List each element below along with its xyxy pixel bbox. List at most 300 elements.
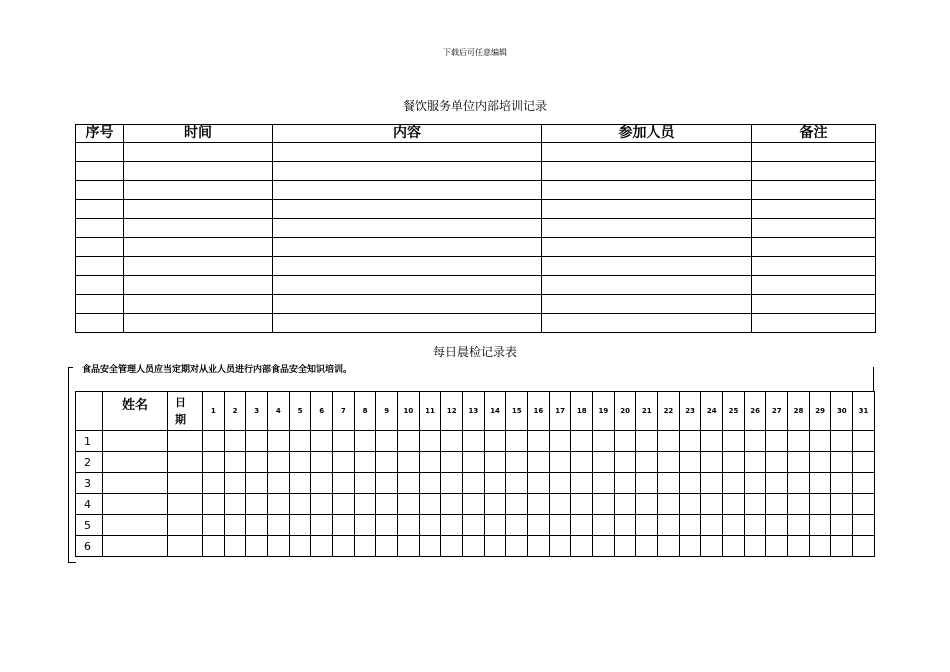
inspection-cell[interactable]: [831, 515, 853, 536]
day-header: 6: [311, 392, 333, 431]
inspection-row: [76, 473, 875, 494]
inspection-cell[interactable]: [289, 536, 311, 557]
inspection-cell[interactable]: [289, 452, 311, 473]
inspection-cell[interactable]: [809, 536, 831, 557]
day-header: 14: [484, 392, 506, 431]
table-cell[interactable]: [124, 276, 273, 295]
inspection-cell[interactable]: [528, 452, 550, 473]
inspection-cell[interactable]: [549, 452, 571, 473]
inspection-header-row: [76, 392, 875, 431]
frame-line: [68, 367, 73, 368]
inspection-cell[interactable]: [636, 452, 658, 473]
inspection-cell[interactable]: [679, 431, 701, 452]
column-header-time: 时间: [124, 125, 273, 143]
inspection-cell[interactable]: [809, 494, 831, 515]
day-header: 16: [528, 392, 550, 431]
inspection-cell[interactable]: [723, 431, 745, 452]
inspection-cell[interactable]: [744, 452, 766, 473]
day-header: 20: [614, 392, 636, 431]
inspection-cell[interactable]: [268, 494, 290, 515]
inspection-cell[interactable]: [441, 431, 463, 452]
inspection-cell[interactable]: [441, 473, 463, 494]
inspection-cell[interactable]: [744, 515, 766, 536]
inspection-cell[interactable]: [766, 452, 788, 473]
inspection-cell[interactable]: [766, 431, 788, 452]
table-cell[interactable]: [273, 238, 542, 257]
day-header: 12: [441, 392, 463, 431]
frame-line: [68, 562, 76, 563]
table-cell[interactable]: [752, 295, 876, 314]
inspection-cell[interactable]: [853, 473, 875, 494]
inspection-cell[interactable]: [333, 431, 355, 452]
table-cell[interactable]: [542, 162, 752, 181]
inspection-cell[interactable]: [289, 494, 311, 515]
inspection-cell[interactable]: [484, 473, 506, 494]
inspection-cell[interactable]: [484, 431, 506, 452]
inspection-cell[interactable]: [168, 452, 203, 473]
inspection-cell[interactable]: [853, 536, 875, 557]
inspection-cell[interactable]: [268, 536, 290, 557]
inspection-cell[interactable]: [593, 494, 615, 515]
inspection-cell[interactable]: [441, 494, 463, 515]
inspection-cell[interactable]: [203, 431, 225, 452]
inspection-cell[interactable]: [593, 515, 615, 536]
table-cell[interactable]: [752, 314, 876, 333]
inspection-cell[interactable]: [224, 515, 246, 536]
inspection-row: [76, 452, 875, 473]
table-cell[interactable]: [76, 276, 124, 295]
inspection-cell[interactable]: [311, 431, 333, 452]
table-cell[interactable]: [273, 276, 542, 295]
table-cell[interactable]: [124, 162, 273, 181]
inspection-cell[interactable]: [484, 494, 506, 515]
inspection-cell[interactable]: [658, 536, 680, 557]
inspection-cell[interactable]: [268, 515, 290, 536]
inspection-cell[interactable]: [528, 473, 550, 494]
inspection-cell[interactable]: [528, 431, 550, 452]
inspection-cell[interactable]: [203, 473, 225, 494]
table-cell[interactable]: [542, 181, 752, 200]
inspection-cell[interactable]: [224, 494, 246, 515]
inspection-cell[interactable]: [506, 452, 528, 473]
table-cell[interactable]: [273, 181, 542, 200]
table-cell[interactable]: [273, 219, 542, 238]
table-cell[interactable]: [76, 181, 124, 200]
inspection-cell[interactable]: [168, 515, 203, 536]
inspection-cell[interactable]: [766, 515, 788, 536]
inspection-cell[interactable]: [679, 494, 701, 515]
inspection-table-title: 每日晨检记录表: [432, 345, 517, 359]
inspection-cell[interactable]: [788, 473, 810, 494]
inspection-cell[interactable]: [528, 515, 550, 536]
inspection-cell[interactable]: [766, 494, 788, 515]
inspection-cell[interactable]: [268, 431, 290, 452]
inspection-cell[interactable]: [398, 452, 420, 473]
inspection-cell[interactable]: [853, 515, 875, 536]
day-header: 22: [658, 392, 680, 431]
inspection-cell[interactable]: [224, 431, 246, 452]
inspection-cell[interactable]: [224, 536, 246, 557]
inspection-cell[interactable]: [528, 536, 550, 557]
inspection-cell[interactable]: [224, 452, 246, 473]
day-header: 3: [246, 392, 268, 431]
corner-cell: [76, 392, 103, 431]
inspection-cell[interactable]: [549, 494, 571, 515]
inspection-cell[interactable]: [398, 536, 420, 557]
row-number: 4: [76, 494, 103, 515]
table-cell[interactable]: [76, 238, 124, 257]
day-header: 25: [723, 392, 745, 431]
day-header: 29: [809, 392, 831, 431]
table-row: [76, 143, 876, 162]
inspection-cell[interactable]: [809, 431, 831, 452]
day-header: 2: [224, 392, 246, 431]
day-header: 21: [636, 392, 658, 431]
inspection-cell[interactable]: [723, 515, 745, 536]
training-note: 食品安全管理人员应当定期对从业人员进行内部食品安全知识培训。: [82, 365, 353, 375]
inspection-cell[interactable]: [203, 452, 225, 473]
inspection-cell[interactable]: [506, 431, 528, 452]
inspection-cell[interactable]: [246, 515, 268, 536]
inspection-cell[interactable]: [246, 473, 268, 494]
inspection-cell[interactable]: [636, 431, 658, 452]
inspection-cell[interactable]: [103, 473, 168, 494]
inspection-cell[interactable]: [398, 431, 420, 452]
table-cell[interactable]: [124, 257, 273, 276]
inspection-cell[interactable]: [419, 515, 441, 536]
inspection-cell[interactable]: [333, 515, 355, 536]
inspection-cell[interactable]: [103, 515, 168, 536]
inspection-cell[interactable]: [289, 515, 311, 536]
inspection-cell[interactable]: [831, 473, 853, 494]
inspection-cell[interactable]: [658, 515, 680, 536]
inspection-cell[interactable]: [376, 515, 398, 536]
day-header: 4: [268, 392, 290, 431]
inspection-cell[interactable]: [679, 473, 701, 494]
inspection-cell[interactable]: [484, 536, 506, 557]
inspection-cell[interactable]: [168, 473, 203, 494]
inspection-cell[interactable]: [376, 536, 398, 557]
frame-line: [873, 367, 874, 391]
inspection-cell[interactable]: [354, 473, 376, 494]
inspection-cell[interactable]: [311, 494, 333, 515]
inspection-cell[interactable]: [103, 452, 168, 473]
inspection-cell[interactable]: [463, 473, 485, 494]
inspection-cell[interactable]: [723, 473, 745, 494]
inspection-cell[interactable]: [679, 452, 701, 473]
day-header: 17: [549, 392, 571, 431]
inspection-row: [76, 494, 875, 515]
day-header: 27: [766, 392, 788, 431]
table-cell[interactable]: [76, 257, 124, 276]
inspection-cell[interactable]: [658, 431, 680, 452]
table-cell[interactable]: [273, 314, 542, 333]
inspection-cell[interactable]: [311, 452, 333, 473]
inspection-cell[interactable]: [593, 536, 615, 557]
inspection-cell[interactable]: [809, 473, 831, 494]
table-row: [76, 314, 876, 333]
table-cell[interactable]: [273, 257, 542, 276]
inspection-cell[interactable]: [658, 452, 680, 473]
inspection-cell[interactable]: [311, 536, 333, 557]
inspection-cell[interactable]: [419, 494, 441, 515]
inspection-cell[interactable]: [571, 536, 593, 557]
table-cell[interactable]: [124, 314, 273, 333]
inspection-cell[interactable]: [723, 452, 745, 473]
inspection-cell[interactable]: [636, 473, 658, 494]
table-cell[interactable]: [124, 143, 273, 162]
inspection-cell[interactable]: [744, 494, 766, 515]
inspection-cell[interactable]: [528, 494, 550, 515]
inspection-cell[interactable]: [593, 452, 615, 473]
inspection-cell[interactable]: [333, 536, 355, 557]
inspection-cell[interactable]: [506, 473, 528, 494]
inspection-cell[interactable]: [723, 494, 745, 515]
inspection-cell[interactable]: [224, 473, 246, 494]
inspection-cell[interactable]: [614, 515, 636, 536]
inspection-cell[interactable]: [701, 536, 723, 557]
inspection-cell[interactable]: [311, 515, 333, 536]
table-cell[interactable]: [76, 295, 124, 314]
inspection-cell[interactable]: [376, 473, 398, 494]
inspection-cell[interactable]: [103, 494, 168, 515]
inspection-cell[interactable]: [246, 452, 268, 473]
inspection-cell[interactable]: [723, 536, 745, 557]
table-cell[interactable]: [76, 162, 124, 181]
inspection-cell[interactable]: [614, 536, 636, 557]
row-number: 1: [76, 431, 103, 452]
inspection-cell[interactable]: [679, 515, 701, 536]
table-cell[interactable]: [76, 219, 124, 238]
inspection-cell[interactable]: [831, 431, 853, 452]
inspection-cell[interactable]: [744, 431, 766, 452]
table-cell[interactable]: [542, 219, 752, 238]
inspection-cell[interactable]: [246, 536, 268, 557]
inspection-cell[interactable]: [549, 536, 571, 557]
inspection-cell[interactable]: [701, 452, 723, 473]
training-header-row: [76, 125, 876, 143]
inspection-cell[interactable]: [333, 452, 355, 473]
inspection-cell[interactable]: [268, 473, 290, 494]
inspection-cell[interactable]: [788, 452, 810, 473]
inspection-cell[interactable]: [593, 431, 615, 452]
table-cell[interactable]: [752, 162, 876, 181]
inspection-cell[interactable]: [853, 431, 875, 452]
inspection-cell[interactable]: [289, 473, 311, 494]
table-row: [76, 238, 876, 257]
inspection-cell[interactable]: [593, 473, 615, 494]
day-header: 8: [354, 392, 376, 431]
table-cell[interactable]: [542, 276, 752, 295]
day-header: 10: [398, 392, 420, 431]
inspection-cell[interactable]: [744, 536, 766, 557]
inspection-cell[interactable]: [614, 452, 636, 473]
inspection-cell[interactable]: [311, 473, 333, 494]
inspection-cell[interactable]: [203, 494, 225, 515]
inspection-cell[interactable]: [268, 452, 290, 473]
table-cell[interactable]: [542, 295, 752, 314]
column-header-content: 内容: [273, 125, 542, 143]
inspection-cell[interactable]: [441, 536, 463, 557]
inspection-cell[interactable]: [376, 431, 398, 452]
inspection-cell[interactable]: [701, 431, 723, 452]
inspection-cell[interactable]: [788, 536, 810, 557]
day-header: 9: [376, 392, 398, 431]
table-cell[interactable]: [76, 200, 124, 219]
inspection-cell[interactable]: [376, 452, 398, 473]
inspection-cell[interactable]: [103, 431, 168, 452]
inspection-cell[interactable]: [701, 515, 723, 536]
inspection-cell[interactable]: [658, 494, 680, 515]
inspection-cell[interactable]: [636, 536, 658, 557]
row-number: 3: [76, 473, 103, 494]
table-cell[interactable]: [752, 181, 876, 200]
inspection-cell[interactable]: [354, 536, 376, 557]
inspection-cell[interactable]: [398, 515, 420, 536]
inspection-cell[interactable]: [809, 452, 831, 473]
inspection-cell[interactable]: [701, 494, 723, 515]
inspection-cell[interactable]: [441, 452, 463, 473]
inspection-cell[interactable]: [203, 515, 225, 536]
inspection-cell[interactable]: [398, 473, 420, 494]
date-header-line1: 日: [175, 396, 186, 409]
day-header: 30: [831, 392, 853, 431]
inspection-cell[interactable]: [701, 473, 723, 494]
inspection-cell[interactable]: [614, 431, 636, 452]
inspection-cell[interactable]: [441, 515, 463, 536]
inspection-cell[interactable]: [419, 536, 441, 557]
inspection-cell[interactable]: [506, 494, 528, 515]
table-cell[interactable]: [542, 200, 752, 219]
inspection-cell[interactable]: [571, 494, 593, 515]
table-cell[interactable]: [273, 295, 542, 314]
inspection-cell[interactable]: [658, 473, 680, 494]
inspection-cell[interactable]: [103, 536, 168, 557]
inspection-cell[interactable]: [506, 515, 528, 536]
day-header: 26: [744, 392, 766, 431]
inspection-cell[interactable]: [831, 494, 853, 515]
inspection-cell[interactable]: [571, 515, 593, 536]
row-number: 2: [76, 452, 103, 473]
inspection-cell[interactable]: [333, 494, 355, 515]
inspection-cell[interactable]: [168, 431, 203, 452]
table-cell[interactable]: [752, 238, 876, 257]
table-cell[interactable]: [542, 314, 752, 333]
day-header: 23: [679, 392, 701, 431]
table-cell[interactable]: [124, 181, 273, 200]
table-row: [76, 219, 876, 238]
inspection-cell[interactable]: [463, 431, 485, 452]
table-row: [76, 200, 876, 219]
frame-line: [68, 367, 69, 563]
inspection-cell[interactable]: [354, 452, 376, 473]
inspection-cell[interactable]: [354, 494, 376, 515]
table-cell[interactable]: [273, 200, 542, 219]
inspection-cell[interactable]: [354, 431, 376, 452]
date-header: [168, 392, 203, 431]
inspection-cell[interactable]: [203, 536, 225, 557]
table-cell[interactable]: [124, 219, 273, 238]
inspection-cell[interactable]: [788, 431, 810, 452]
table-cell[interactable]: [542, 143, 752, 162]
inspection-cell[interactable]: [463, 536, 485, 557]
table-row: [76, 162, 876, 181]
inspection-cell[interactable]: [484, 452, 506, 473]
inspection-cell[interactable]: [376, 494, 398, 515]
inspection-cell[interactable]: [463, 515, 485, 536]
inspection-cell[interactable]: [636, 515, 658, 536]
inspection-cell[interactable]: [831, 452, 853, 473]
inspection-cell[interactable]: [168, 494, 203, 515]
row-number: 6: [76, 536, 103, 557]
inspection-cell[interactable]: [853, 452, 875, 473]
table-cell[interactable]: [542, 238, 752, 257]
table-cell[interactable]: [124, 200, 273, 219]
table-cell[interactable]: [752, 276, 876, 295]
inspection-cell[interactable]: [853, 494, 875, 515]
table-cell[interactable]: [76, 143, 124, 162]
inspection-cell[interactable]: [766, 473, 788, 494]
inspection-cell[interactable]: [614, 494, 636, 515]
inspection-cell[interactable]: [571, 452, 593, 473]
table-cell[interactable]: [752, 200, 876, 219]
inspection-cell[interactable]: [398, 494, 420, 515]
name-header: 姓名: [103, 392, 168, 431]
table-cell[interactable]: [124, 238, 273, 257]
inspection-row: [76, 515, 875, 536]
inspection-cell[interactable]: [246, 494, 268, 515]
inspection-cell[interactable]: [636, 494, 658, 515]
inspection-cell[interactable]: [809, 515, 831, 536]
table-cell[interactable]: [76, 314, 124, 333]
table-cell[interactable]: [124, 295, 273, 314]
inspection-cell[interactable]: [419, 452, 441, 473]
inspection-cell[interactable]: [463, 494, 485, 515]
inspection-cell[interactable]: [419, 473, 441, 494]
inspection-cell[interactable]: [831, 536, 853, 557]
inspection-cell[interactable]: [506, 536, 528, 557]
table-cell[interactable]: [273, 162, 542, 181]
inspection-cell[interactable]: [246, 431, 268, 452]
inspection-cell[interactable]: [766, 536, 788, 557]
day-header: 7: [333, 392, 355, 431]
table-cell[interactable]: [273, 143, 542, 162]
table-cell[interactable]: [752, 219, 876, 238]
inspection-cell[interactable]: [333, 473, 355, 494]
inspection-cell[interactable]: [549, 431, 571, 452]
table-cell[interactable]: [752, 257, 876, 276]
inspection-cell[interactable]: [549, 473, 571, 494]
inspection-cell[interactable]: [571, 473, 593, 494]
inspection-cell[interactable]: [571, 431, 593, 452]
inspection-cell[interactable]: [354, 515, 376, 536]
inspection-cell[interactable]: [289, 431, 311, 452]
inspection-cell[interactable]: [679, 536, 701, 557]
inspection-cell[interactable]: [168, 536, 203, 557]
table-row: [76, 181, 876, 200]
table-cell[interactable]: [542, 257, 752, 276]
inspection-cell[interactable]: [744, 473, 766, 494]
table-row: [76, 257, 876, 276]
inspection-cell[interactable]: [549, 515, 571, 536]
inspection-cell[interactable]: [463, 452, 485, 473]
inspection-cell[interactable]: [614, 473, 636, 494]
inspection-cell[interactable]: [419, 431, 441, 452]
inspection-cell[interactable]: [484, 515, 506, 536]
table-cell[interactable]: [752, 143, 876, 162]
inspection-cell[interactable]: [788, 515, 810, 536]
inspection-cell[interactable]: [788, 494, 810, 515]
